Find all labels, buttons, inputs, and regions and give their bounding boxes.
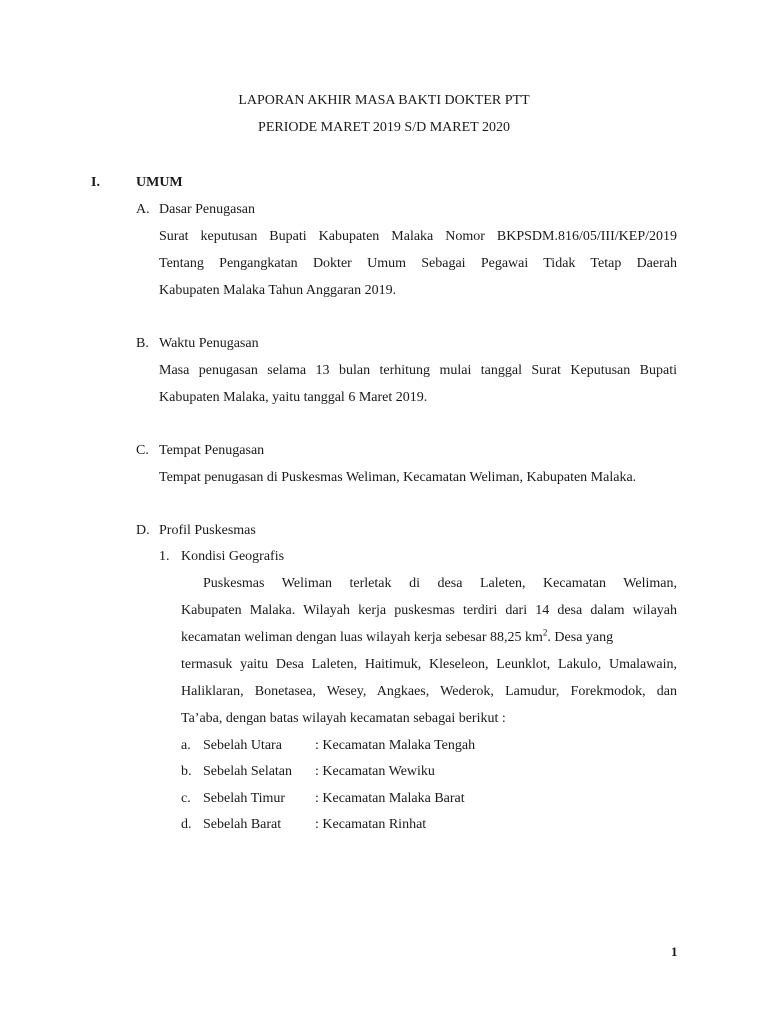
subsection-d-letter: D. [136, 523, 150, 538]
border-a-side: Sebelah Utara [203, 738, 282, 753]
border-c-value: : Kecamatan Malaka Barat [315, 791, 465, 806]
border-c-letter: c. [181, 791, 191, 806]
geo-line-3 [181, 627, 677, 646]
subsection-b-line-2: Kabupaten Malaka, yaitu tanggal 6 Maret 2019. [159, 390, 428, 405]
border-d-side: Sebelah Barat [203, 817, 282, 832]
border-b-side: Sebelah Selatan [203, 764, 293, 779]
border-a-letter: a. [181, 738, 191, 753]
border-b-letter: b. [181, 764, 192, 779]
item-1-heading: Kondisi Geografis [181, 549, 285, 564]
geo-line-6: Ta’aba, dengan batas wilayah kecamatan sebagai berikut : [181, 711, 506, 726]
border-c-side: Sebelah Timur [203, 791, 286, 806]
subsection-a-line-1: Surat keputusan Bupati Kabupaten Malaka Nomor BKPSDM.816/05/III/KEP/2019 [159, 229, 677, 244]
subsection-a-line-3: Kabupaten Malaka Tahun Anggaran 2019. [159, 283, 397, 298]
border-d-value: : Kecamatan Rinhat [315, 817, 427, 832]
document-title-line-1: LAPORAN AKHIR MASA BAKTI DOKTER PTT [238, 93, 530, 108]
subsection-c-heading: Tempat Penugasan [159, 443, 265, 458]
border-b-value: : Kecamatan Wewiku [315, 764, 435, 779]
geo-line-1: Puskesmas Weliman terletak di desa Laleten, Kecamatan Weliman, [203, 576, 677, 591]
page-number: 1 [671, 944, 678, 959]
subsection-d-heading: Profil Puskesmas [159, 523, 256, 538]
item-1-number: 1. [159, 549, 170, 564]
geo-line-4: termasuk yaitu Desa Laleten, Haitimuk, Kleseleon, Leunklot, Lakulo, Umalawain, [181, 657, 677, 672]
superscript-2: 2 [542, 627, 548, 638]
subsection-a-line-2: Tentang Pengangkatan Dokter Umum Sebagai Pegawai Tidak Tetap Daerah [159, 256, 677, 271]
document-title-line-2: PERIODE MARET 2019 S/D MARET 2020 [258, 120, 510, 135]
subsection-b-line-1: Masa penugasan selama 13 bulan terhitung mulai tanggal Surat Keputusan Bupati [159, 363, 677, 378]
subsection-b-letter: B. [136, 336, 149, 351]
section-number: I. [91, 175, 100, 190]
subsection-a-heading: Dasar Penugasan [159, 202, 256, 217]
subsection-c-line-1: Tempat penugasan di Puskesmas Weliman, Kecamatan Weliman, Kabupaten Malaka. [159, 470, 637, 485]
geo-line-5: Haliklaran, Bonetasea, Wesey, Angkaes, Wederok, Lamudur, Forekmodok, dan [181, 684, 677, 699]
geo-line-2: Kabupaten Malaka. Wilayah kerja puskesmas terdiri dari 14 desa dalam wilayah [181, 603, 677, 618]
subsection-a-letter: A. [136, 202, 150, 217]
geo-line-3-text: kecamatan weliman dengan luas wilayah kerja sebesar 88,25 $km^2$. Desa yang [181, 627, 614, 645]
subsection-c-letter: C. [136, 443, 149, 458]
border-d-letter: d. [181, 817, 192, 832]
border-a-value: : Kecamatan Malaka Tengah [315, 738, 476, 753]
subsection-b-heading: Waktu Penugasan [159, 336, 259, 351]
section-heading: UMUM [136, 175, 183, 190]
